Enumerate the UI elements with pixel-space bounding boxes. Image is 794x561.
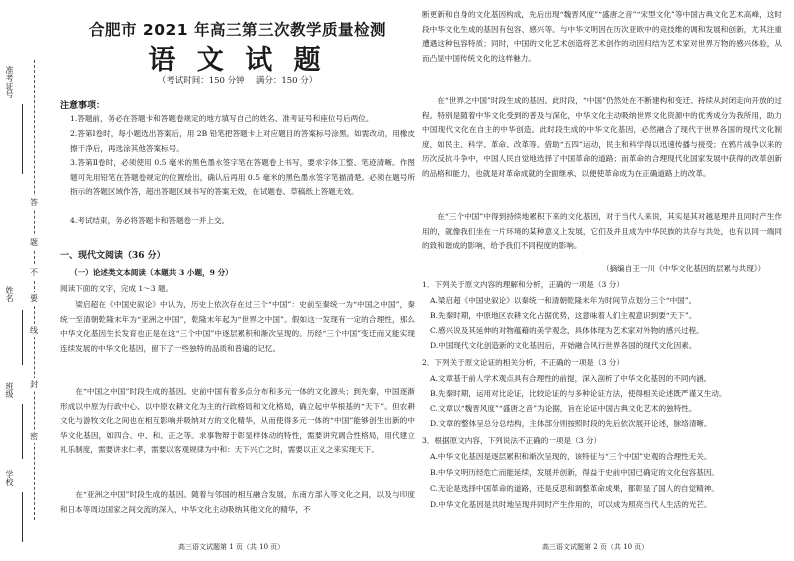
passage-paragraph: 在“中国之中国”时段生成的基因。史前中国有着多点分布和多元一体的文化源头；到先秦，中国逐渐形成以中原为行政中心、以中原农耕文化为主的行政格局和文化格局，确立起中华根基的“天下”。但农耕文化与游牧文化之间也在相互影响并吸纳对方的文化精华，从而使得多元一体的“中国”能够创生出新的中华文化基因，如四合、中、和、正之等。求事物辩于彰显样体动的特性，需要讲究调合性格局，用代建立礼乐制度，需要讲求仁孝，需要以客观规律为中和：天下兴亡之时，需要以正义之来实现天下。 [60,387,415,454]
seal-char: 密 [30,432,38,441]
exam-no-label: 准考证号 [5,66,14,98]
note-item: 2.答第Ⅰ卷时，每小题选出答案后，用 2B 铅笔把答题卡上对应题目的答案标号涂黑。如需改动，用橡皮擦干净后，再选涂其他答案标号。 [70,129,415,153]
page-1 [60,0,415,561]
option: C.无论是选择中国革命的道路，还是反思和调整革命成果，都彰显了国人的自觉精神。 [430,484,719,493]
school-label: 学校 [5,470,14,486]
school-line[interactable] [22,492,23,542]
note-item: 4.考试结束，务必将答题卡和答题卷一并上交。 [70,216,230,225]
option: A.梁启超《中国史叙论》以秦统一和清朝乾隆末年为时间节点划分三个“中国”。 [430,296,697,305]
seal-char: 不 [30,268,38,277]
subject-title: 语 文 试 题 [148,45,327,76]
note-item: 3.答第Ⅱ卷时，必须使用 0.5 毫米的黑色墨水签字笔在答题卷上书写，要求字体工整、笔迹清晰。作图题可先用铅笔在答题卷规定的位置绘出，确认后再用 0.5 毫米的黑色墨水签字笔描清楚。必须在题号所指示的答题区域作答，超出答题区域书写的答案无效，在试题卷、草稿纸上答题无效。 [70,158,415,196]
passage-paragraph: 断更新和自身的文化基因构成，先后出现“魏晋风度”“盛唐之音”“宋型文化”等中国古典文化艺术高峰，这时段中华文化生成的基因有包容、感兴等。与中华文明因在历次亚欧中的竞技维的调和发展和创新，尤其注重遭遇这种包容特质；同时，中国的文化艺术创造将艺术创作的动因归结为艺术家对世界万物的感兴体验，从而凸显中国传统文化的这样魅力。 [422,10,782,63]
page-footer: 高三语文试题第 1 页（共 10 页） [178,543,285,551]
class-label: 班级 [5,382,14,398]
subsection-title: （一）论述类文本阅读（本题共 3 小题，9 分） [70,268,233,277]
passage-paragraph: 在“三个中国”中得到持续地累积下来的文化基因，对于当代人来说，其实是其对越是理并且同时产生作用的，就像我们坐在一片环境的某种意义上发展，它们及并且成为中华民族的共存与共处，也有以同一端同的致和谐成的影响，给予我们不同程度的影响。 [422,212,782,250]
exam-header-title: 合肥市 2021 年高三第三次教学质量检测 [89,21,386,39]
seal-char: 答 [30,198,38,207]
question-stem: 1．下列关于原文内容的理解和分析，正确的一项是（3 分） [422,280,624,289]
note-item: 1.答题前，务必在答题卡和答题卷规定的地方填写自己的姓名、准考证号和座位号后两位。 [70,114,374,123]
seal-dashed-line [34,60,35,520]
question-stem: 2．下列关于原文论证的相关分析，不正确的一项是（3 分） [422,358,624,367]
name-label: 姓名 [5,286,14,302]
page-2 [422,0,782,561]
section-title: 一、现代文阅读（36 分） [60,251,166,261]
option: D.中国现代文化创造新的文化基因后，开始融合风行世界各国的现代文化因素。 [430,341,697,350]
seal-char: 封 [30,380,38,389]
seal-char: 要 [30,294,38,303]
reading-instruction: 阅读下面的文字，完成 1～3 题。 [60,284,174,293]
passage-paragraph: 在“亚洲之中国”时段生成的基因。随着与邻国的相互融合发展，东南方部入等文化之间，以及与印度和日本等周边国家之间交流的深入，中华文化主动吸纳其他文化的精华，不 [60,490,415,514]
option: C.文章以“魏晋风度”“盛唐之音”为论据，旨在论证中国古典文化艺术的独特性。 [430,404,697,413]
exam-no-line[interactable] [22,104,23,174]
option: A.中华文化基因是逐层累积和渐次呈现的，该特征与“三个中国”史观的合理性无关。 [430,452,712,461]
option: B.中华文明历经危亡而能延续，发展并创新，得益于史前中国已确定的文化包容基因。 [430,468,719,477]
passage-paragraph: 在“世界之中国”时段生成的基因。此时段，“中国”仍然处在不断建构和变迁、持续从封闭走向开放的过程。特别是随着中华文化受到的普及与深化，中华文化主动吸纳世界文化资源中的优秀成分为我所用，助力中国现代文化在自主的中华创造。此时段生成的中华文化基因，必然融合了现代于世界各国的现代文化制度，如民主、科学、革命、改革等。借助“五四”运动，民主和科学得以迅速传播与接受；在鸦片战争以来的历次反抗斗争中，中国人民自觉地选择了中国革命的道路；而革命的合理现代化国家发展中获得的改革创新的品格和能力，也就是对革命成就的全面继承、以便使革命成为在正确道路上的改革。 [422,96,782,178]
seal-char: 题 [30,238,38,247]
page-footer: 高三语文试题第 2 页（共 10 页） [542,543,649,551]
option: D.文章的整体呈总分总结构，主体部分则按照时段的先后依次展开论述，脉络清晰。 [430,419,712,428]
option: C.感兴说及其延伸的对物蕴藉的美学观念，具体体现为艺术家对外物的感兴过程。 [430,326,704,335]
question-stem: 3．根据原文内容，下列说法不正确的一项是（3 分） [422,436,602,445]
exam-time-info: （考试时间：150 分钟 满分：150 分） [157,76,318,86]
seal-char: 线 [30,326,38,335]
passage-paragraph: 梁启超在《中国史叙论》中认为，历史上依次存在过三个“中国”：史前至秦统一为“中国之中国”，秦统一至清朝乾隆末年为“亚洲之中国”，乾隆末年起为“世界之中国”。假如这一发现有一定的合理性，那么中华文化基因生长发育也正是在这“三个中国”中逐层累积和渐次呈现的。历经“三个中国”变迁而又能实现连续发展的中华文化基因，留下了一些独特的品质和普遍的记忆。 [60,300,415,353]
notes-title: 注意事项： [60,101,106,111]
option: A.文章基于前人学术观点具有合理性的前提，深入剖析了中华文化基因的不同内涵。 [430,374,712,383]
name-line[interactable] [22,310,23,365]
citation: （摘编自王一川《中华文化基因的层累与共现》） [602,264,766,273]
class-line[interactable] [22,404,23,459]
option: B.先秦时期，中原地区农耕文化占据优势，这意味着人们主观意识到要“天下”。 [430,311,697,320]
binding-margin [0,0,52,561]
option: D.中华文化基因是共时地呈现并同时产生作用的，可以成为照亮当代人生活的光芒。 [430,500,712,509]
option: B.先秦时期，运用对比论证，比较论证的与多种论证方法，使得相关论述既严谨又生动。 [430,389,727,398]
